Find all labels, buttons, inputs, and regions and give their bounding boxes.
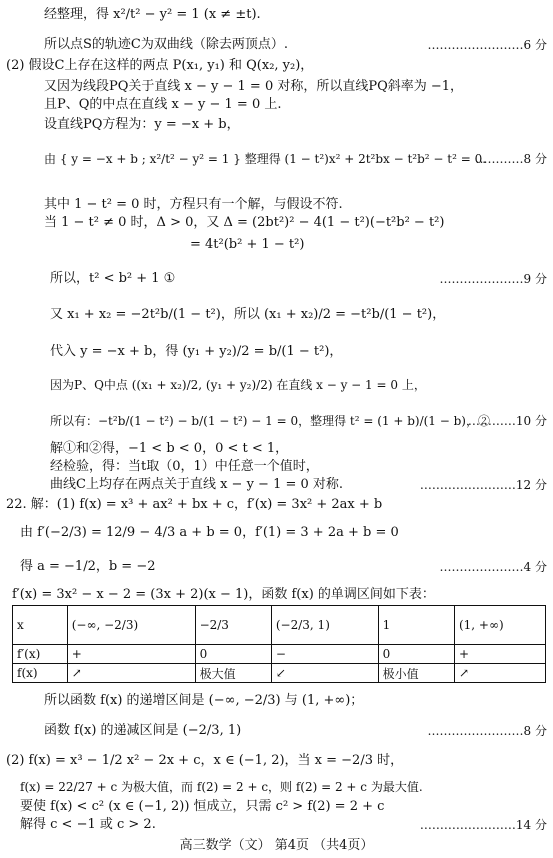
- text-line: 所以有：−t²b/(1 − t²) − b/(1 − t²) − 1 = 0，整理得 t² = (1 + b)/(1 − b)，②: [50, 414, 490, 428]
- table-cell: +: [67, 645, 195, 664]
- text-line: 所以函数 f(x) 的递增区间是 (−∞, −2/3) 与 (1, +∞)；: [44, 693, 364, 708]
- text-line: 设直线PQ方程为：y = −x + b，: [44, 117, 240, 132]
- text-line: (2) 假设C上存在这样的两点 P(x₁, y₁) 和 Q(x₂, y₂)，: [6, 58, 314, 73]
- table-cell: 极小值: [378, 664, 454, 683]
- table-cell: f′(x): [13, 645, 68, 664]
- table-cell: x: [13, 606, 68, 645]
- monotonicity-table: [12, 605, 546, 683]
- text-line: 曲线C上均存在两点关于直线 x − y − 1 = 0 对称.: [50, 477, 344, 492]
- score-mark: …………8 分: [475, 152, 547, 166]
- text-line: = 4t²(b² + 1 − t²): [190, 237, 305, 252]
- table-cell: ↗: [67, 664, 195, 683]
- text-line: (2) f(x) = x³ − 1/2 x² − 2x + c，x ∈ (−1, 2)，当 x = −2/3 时，: [6, 753, 404, 768]
- text-line: 所以，t² < b² + 1 ①: [50, 271, 176, 286]
- text-line: 经检验，得：当t取（0，1）中任意一个值时，: [50, 459, 319, 474]
- score-mark: ……………………6 分: [427, 38, 547, 52]
- text-line: 其中 1 − t² = 0 时，方程只有一个解，与假设不符.: [44, 197, 343, 212]
- text-line: 代入 y = −x + b，得 (y₁ + y₂)/2 = b/(1 − t²)，: [50, 344, 343, 359]
- text-line: f(x) = 22/27 + c 为极大值，而 f(2) = 2 + c，则 f(2) = 2 + c 为最大值.: [20, 780, 423, 794]
- text-line: 经整理，得 x²/t² − y² = 1 (x ≠ ±t).: [44, 7, 261, 22]
- table-cell: (−∞, −2/3): [67, 606, 195, 645]
- text-line: 又因为线段PQ关于直线 x − y − 1 = 0 对称，所以直线PQ斜率为 −1，: [44, 79, 464, 94]
- table-cell: (−2/3, 1): [271, 606, 378, 645]
- table-row: [13, 606, 546, 645]
- text-line: 22. 解：(1) f(x) = x³ + ax² + bx + c，f′(x) = 3x² + 2ax + b: [6, 497, 383, 512]
- score-mark: ……………………12 分: [419, 478, 547, 492]
- text-line: 得 a = −1/2，b = −2: [20, 559, 156, 574]
- text-line: 由 f′(−2/3) = 12/9 − 4/3 a + b = 0，f′(1) = 3 + 2a + b = 0: [20, 525, 399, 540]
- text-line: 且P、Q的中点在直线 x − y − 1 = 0 上.: [44, 97, 282, 112]
- table-cell: 0: [195, 645, 271, 664]
- table-cell: f(x): [13, 664, 68, 683]
- page-footer: 高三数学（文） 第4页 （共4页）: [179, 838, 374, 853]
- table-cell: 1: [378, 606, 454, 645]
- table-cell: +: [454, 645, 545, 664]
- text-line: 由 { y = −x + b ; x²/t² − y² = 1 } 整理得 (1 − t²)x² + 2t²bx − t²b² − t² = 0.: [44, 152, 487, 166]
- text-line: 因为P、Q中点 ((x₁ + x₂)/2, (y₁ + y₂)/2) 在直线 x − y − 1 = 0 上，: [50, 378, 426, 392]
- table-cell: ↗: [454, 664, 545, 683]
- text-line: 要使 f(x) < c² (x ∈ (−1, 2)) 恒成立，只需 c² > f(2) = 2 + c: [20, 799, 385, 814]
- table-cell: ↙: [271, 664, 378, 683]
- score-mark: ……………………14 分: [419, 818, 547, 832]
- score-mark: …………………4 分: [439, 560, 547, 574]
- table-cell: 极大值: [195, 664, 271, 683]
- score-mark: …………10 分: [467, 414, 547, 428]
- table-cell: −2/3: [195, 606, 271, 645]
- table-cell: (1, +∞): [454, 606, 545, 645]
- table-cell: −: [271, 645, 378, 664]
- table-cell: 0: [378, 645, 454, 664]
- score-mark: ……………………8 分: [427, 724, 547, 738]
- text-line: 解①和②得，−1 < b < 0，0 < t < 1，: [50, 441, 289, 456]
- score-mark: …………………9 分: [439, 272, 547, 286]
- text-line: f′(x) = 3x² − x − 2 = (3x + 2)(x − 1)，函数 f(x) 的单调区间如下表：: [12, 587, 435, 602]
- table-row: [13, 645, 546, 664]
- text-line: 所以点S的轨迹C为双曲线（除去两顶点）.: [44, 37, 288, 52]
- text-line: 函数 f(x) 的递减区间是 (−2/3, 1): [44, 723, 242, 738]
- table-row: [13, 664, 546, 683]
- text-line: 解得 c < −1 或 c > 2.: [20, 817, 156, 832]
- text-line: 当 1 − t² ≠ 0 时，Δ > 0，又 Δ = (2bt²)² − 4(1 − t²)(−t²b² − t²): [44, 215, 445, 230]
- text-line: 又 x₁ + x₂ = −2t²b/(1 − t²)，所以 (x₁ + x₂)/2 = −t²b/(1 − t²)，: [50, 307, 446, 322]
